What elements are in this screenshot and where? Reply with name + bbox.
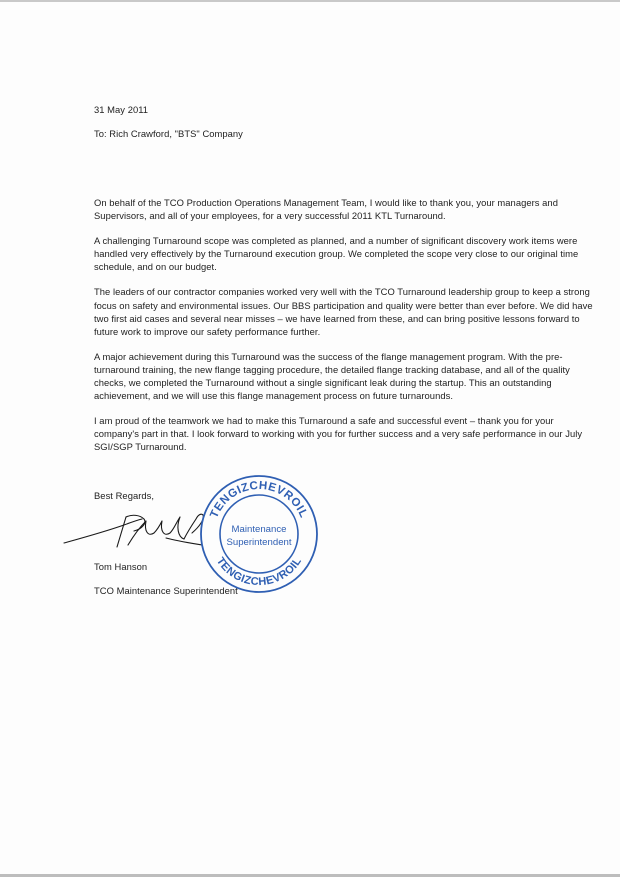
body-paragraph-5: I am proud of the teamwork we had to make this Turnaround a safe and successful event – thank you for your company's part in that. I look forward to working with you for further success and a very safe performance in our July SGI/SGP Turnaround. bbox=[94, 415, 583, 453]
body-paragraph-4: A major achievement during this Turnaround was the success of the flange management program. With the pre-turnaround training, the new flange tagging procedure, the detailed flange tracking database, and all of the quality checks, we completed the Turnaround without a single significant leak during the startup. This an outstanding achievement, and we will use this flange management process on future turnarounds. bbox=[94, 350, 570, 402]
letter-date: 31 May 2011 bbox=[94, 104, 149, 115]
letter-body bbox=[94, 196, 594, 466]
stamp-center-line-2: Superintendent bbox=[226, 537, 292, 548]
signer-name: Tom Hanson bbox=[94, 561, 148, 572]
letter-closing: Best Regards, bbox=[94, 490, 155, 501]
body-paragraph-2: A challenging Turnaround scope was completed as planned, and a number of significant discovery work items were handled very effectively by the Turnaround execution group. We completed the scope very close to our original time schedule, and on our budget. bbox=[94, 235, 579, 273]
scan-edge-top bbox=[0, 0, 620, 2]
signer-title: TCO Maintenance Superintendent bbox=[94, 585, 238, 596]
company-stamp bbox=[196, 472, 322, 596]
body-paragraph-1: On behalf of the TCO Production Operations Management Team, I would like to thank you, your managers and Supervisors, and all of your employees, for a very successful 2011 KTL Turnaround. bbox=[94, 197, 558, 222]
stamp-bottom-arc-text: TENGIZCHEVROIL bbox=[213, 555, 305, 589]
stamp-top-arc-text: TENGIZCHEVROIL bbox=[208, 479, 310, 520]
stamp-center-line-1: Maintenance bbox=[231, 524, 287, 535]
letter-recipient: To: Rich Crawford, "BTS" Company bbox=[94, 128, 243, 139]
body-paragraph-3: The leaders of our contractor companies worked very well with the TCO Turnaround leadership group to keep a strong focus on safety and environmental issues. Our BBS participation and quality were better than ever before. We did have two first aid cases and several near misses – we have learned from these, and can bring positive lessons forward to future work to improve our safety performance further. bbox=[94, 286, 593, 337]
